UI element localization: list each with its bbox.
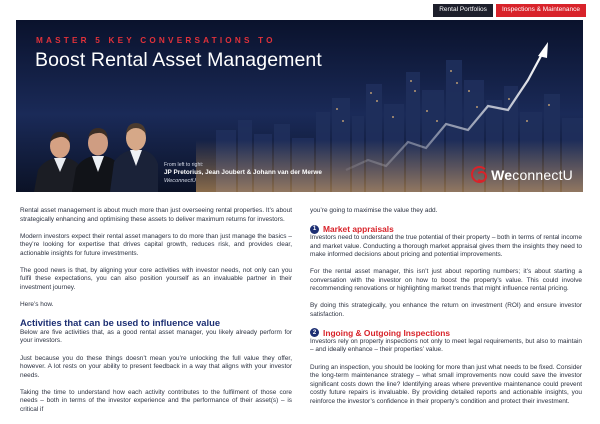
paragraph: Below are five activities that, as a good rental asset manager, you likely already perform for your investors. [20, 328, 292, 345]
paragraph: Investors need to understand the true potential of their property – both in terms of rental income and market value. Conducting a thorough market appraisal gives them the insights they need to make informed decisions about pricing and potential improvements. [310, 234, 582, 259]
paragraph: Here’s how. [20, 300, 54, 308]
article-left-column [20, 207, 292, 414]
team-photo [34, 116, 158, 192]
photo-caption [164, 162, 322, 185]
section-number-badge: 2 [310, 328, 319, 337]
hero-kicker: MASTER 5 KEY CONVERSATIONS TO [36, 36, 276, 45]
tab-inspections-maintenance[interactable]: Inspections & Maintenance [496, 4, 586, 17]
weconnectu-logo [471, 166, 573, 183]
caption-intro: From left to right: [164, 162, 204, 168]
paragraph: Taking the time to understand how each activity contributes to the fulfilment of those core needs – both in terms of the investor experience and the performance of their asset(s) – is critical if [20, 388, 292, 413]
top-tabs [433, 4, 586, 17]
person-right [110, 123, 158, 192]
article-right-column [310, 207, 582, 406]
paragraph: Rental asset management is about much more than just overseeing rental properties. It’s about strategically enhancing and optimising these assets to deliver maximum returns for investors. [20, 207, 292, 223]
section-title: Market appraisals [323, 224, 394, 235]
paragraph: During an inspection, you should be looking for more than just what needs to be fixed. Consider the long-term maintenance strategy – what small improvements now could save the investor significant costs down the line? Identifying areas where preventive maintenance could prevent costly future repairs is invaluable. By providing detailed reports and actionable insights, you reinforce the investor’s confidence in their property’s condition and protect their investment. [310, 363, 582, 405]
hero-headline: Boost Rental Asset Management [35, 49, 322, 71]
tab-rental-portfolios[interactable]: Rental Portfolios [433, 4, 493, 17]
paragraph: Modern investors expect their rental asset managers to do more than just manage the basics – they’re looking for expertise that drives capital growth, reduces risk, and provides clear, actionable insights for future investments. [20, 232, 292, 257]
section-2-heading [310, 328, 582, 338]
section-title: Ingoing & Outgoing Inspections [323, 327, 451, 338]
paragraph: Just because you do these things doesn’t mean you’re unlocking the full value they offer, however. A lot rests on your ability to present feedback in a way that aligns with your investor needs. [20, 354, 292, 379]
logo-mark-icon [471, 166, 488, 183]
paragraph: By doing this strategically, you enhance the return on investment (ROI) and ensure investor satisfaction. [310, 302, 582, 318]
section-1-heading [310, 224, 582, 234]
paragraph: you’re going to maximise the value they add. [310, 207, 438, 214]
section-number-badge: 1 [310, 225, 319, 234]
logo-wordmark: WeconnectU [491, 166, 573, 183]
caption-org: WeconnectU [164, 177, 196, 184]
caption-names: JP Pretorius, Jean Joubert & Johann van der Merwe [164, 169, 322, 177]
paragraph: For the rental asset manager, this isn’t just about reporting numbers; it’s about starting a conversation with the investor on how to boost the property’s value. This could involve recommending renovations or highlighting market trends that might influence rental pricing. [310, 268, 582, 293]
section-heading: Activities that can be used to influence value [20, 316, 221, 328]
hero-banner [16, 20, 583, 192]
paragraph: The good news is that, by aligning your core activities with investor needs, not only can you fulfil these expectations, you can also position yourself as an invaluable partner in their investment journey. [20, 266, 292, 291]
paragraph: Investors rely on property inspections not only to meet legal requirements, but also to maintain – and ideally enhance – their properties’ value. [310, 337, 582, 354]
